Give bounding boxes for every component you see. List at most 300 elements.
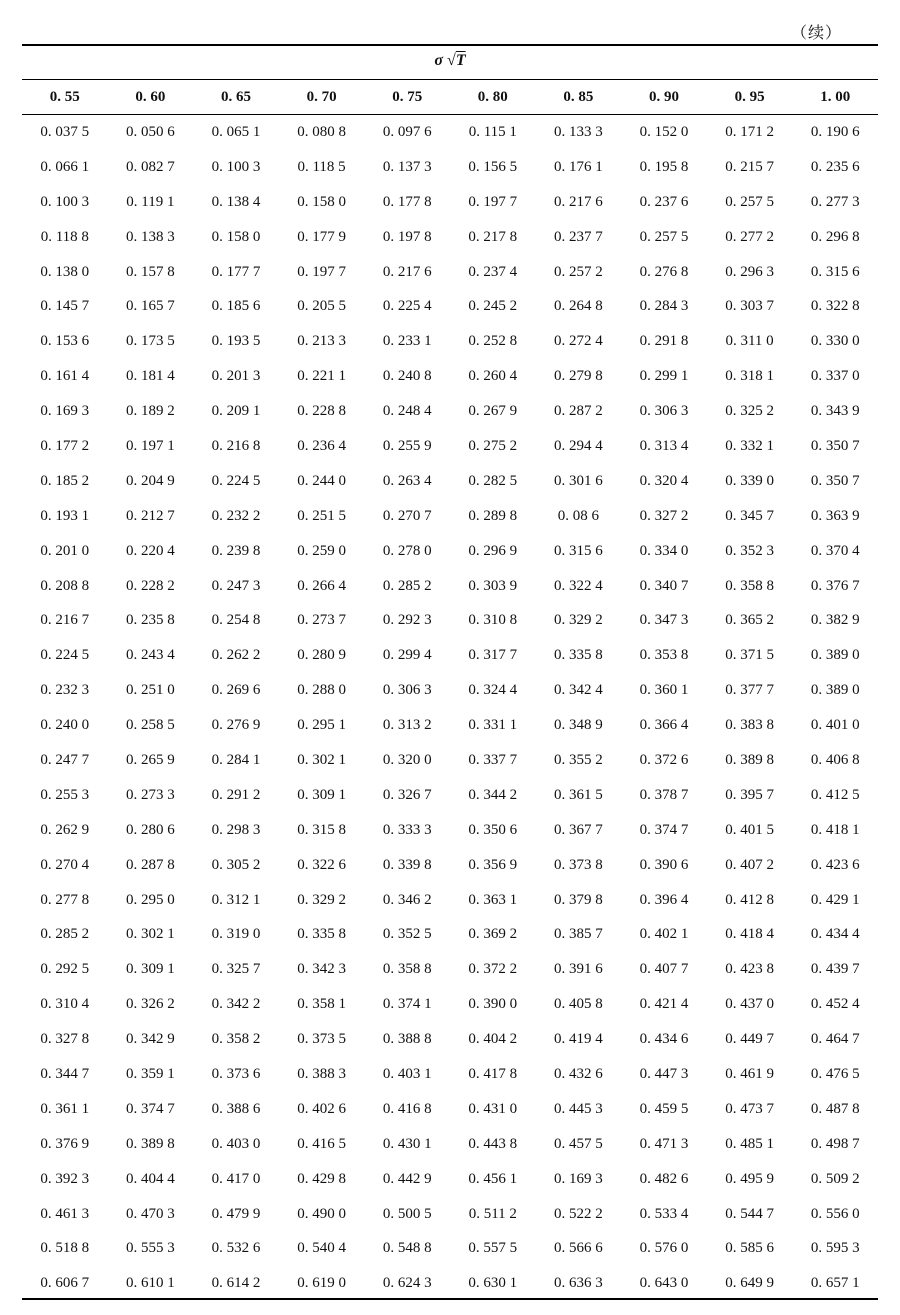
table-cell: 0. 431 0 [468, 1100, 518, 1117]
table-cell: 0. 377 7 [725, 682, 774, 699]
table-cell: 0. 376 7 [810, 577, 860, 594]
table-cell: 0. 445 3 [554, 1100, 603, 1117]
table-cell: 0. 289 8 [468, 507, 518, 524]
table-cell: 0. 306 3 [639, 403, 689, 420]
table-cell: 0. 325 2 [725, 403, 774, 420]
table-cell: 0. 310 8 [468, 612, 518, 629]
table-cell: 0. 509 2 [810, 1170, 860, 1187]
table-cell: 0. 273 7 [297, 612, 346, 629]
table-cell: 0. 296 9 [468, 542, 518, 559]
table-cell: 0. 423 6 [810, 856, 860, 873]
table-cell: 0. 418 4 [725, 926, 774, 943]
table-cell: 0. 265 9 [126, 751, 175, 768]
table-cell: 0. 138 0 [40, 263, 90, 280]
table-cell: 0. 358 2 [211, 1031, 261, 1048]
table-cell: 0. 566 6 [554, 1240, 603, 1257]
table-cell: 0. 461 9 [725, 1065, 774, 1082]
table-cell: 0. 439 7 [810, 961, 860, 978]
table-cell: 0. 532 6 [211, 1240, 261, 1257]
table-cell: 0. 403 1 [382, 1065, 432, 1082]
column-header: 0. 60 [135, 88, 166, 105]
table-cell: 0. 299 4 [382, 647, 432, 664]
table-cell: 0. 270 7 [382, 507, 432, 524]
table-cell: 0. 419 4 [554, 1031, 603, 1048]
table-cell: 0. 322 4 [554, 577, 603, 594]
table-cell: 0. 309 1 [126, 961, 175, 978]
table-cell: 0. 240 0 [40, 717, 90, 734]
table-cell: 0. 158 0 [297, 193, 346, 210]
table-cell: 0. 595 3 [810, 1240, 860, 1257]
table-cell: 0. 327 8 [40, 1031, 90, 1048]
table-cell: 0. 217 6 [382, 263, 432, 280]
column-group-header [0, 52, 900, 70]
table-cell: 0. 643 0 [639, 1275, 689, 1292]
table-cell: 0. 133 3 [554, 123, 603, 140]
table-cell: 0. 220 4 [126, 542, 175, 559]
table-cell: 0. 495 9 [725, 1170, 774, 1187]
table-cell: 0. 171 2 [725, 123, 774, 140]
table-cell: 0. 118 5 [297, 158, 346, 175]
table-cell: 0. 369 2 [468, 926, 518, 943]
table-cell: 0. 251 5 [297, 507, 346, 524]
table-cell: 0. 329 2 [554, 612, 603, 629]
table-cell: 0. 157 8 [126, 263, 175, 280]
table-cell: 0. 345 7 [725, 507, 774, 524]
table-cell: 0. 385 7 [554, 926, 603, 943]
table-cell: 0. 264 8 [554, 298, 603, 315]
column-header: 0. 85 [563, 88, 594, 105]
table-cell: 0. 177 8 [382, 193, 432, 210]
table-cell: 0. 278 0 [382, 542, 432, 559]
table-cell: 0. 065 1 [211, 123, 261, 140]
table-cell: 0. 273 3 [126, 786, 175, 803]
continued-label: （续） [790, 25, 842, 42]
table-cell: 0. 247 7 [40, 751, 90, 768]
table-cell: 0. 156 5 [468, 158, 518, 175]
table-cell: 0. 310 4 [40, 996, 90, 1013]
table-cell: 0. 115 1 [468, 123, 517, 140]
table-cell: 0. 257 2 [554, 263, 603, 280]
table-cell: 0. 500 5 [382, 1205, 432, 1222]
table-cell: 0. 169 3 [40, 403, 90, 420]
table-cell: 0. 145 7 [40, 298, 90, 315]
table-cell: 0. 476 5 [810, 1065, 860, 1082]
table-cell: 0. 471 3 [639, 1135, 689, 1152]
table-cell: 0. 270 4 [40, 856, 90, 873]
table-cell: 0. 209 1 [211, 403, 261, 420]
table-cell: 0. 185 2 [40, 472, 90, 489]
table-cell: 0. 288 0 [297, 682, 346, 699]
table-cell: 0. 342 4 [554, 682, 603, 699]
table-cell: 0. 277 8 [40, 891, 90, 908]
table-cell: 0. 391 6 [554, 961, 603, 978]
table-cell: 0. 292 3 [382, 612, 432, 629]
table-cell: 0. 418 1 [810, 821, 860, 838]
table-body [22, 115, 878, 1301]
table-cell: 0. 260 4 [468, 368, 518, 385]
table-cell: 0. 473 7 [725, 1100, 774, 1117]
column-header: 1. 00 [820, 88, 851, 105]
table-cell: 0. 404 4 [126, 1170, 175, 1187]
table-cell: 0. 356 9 [468, 856, 518, 873]
table-cell: 0. 225 4 [382, 298, 432, 315]
table-cell: 0. 176 1 [554, 158, 603, 175]
table-cell: 0. 457 5 [554, 1135, 603, 1152]
table-cell: 0. 216 7 [40, 612, 90, 629]
table-cell: 0. 327 2 [639, 507, 689, 524]
table-cell: 0. 405 8 [554, 996, 603, 1013]
table-cell: 0. 649 9 [725, 1275, 774, 1292]
table-cell: 0. 374 7 [126, 1100, 175, 1117]
table-cell: 0. 432 6 [554, 1065, 603, 1082]
table-cell: 0. 248 4 [382, 403, 432, 420]
table-cell: 0. 434 6 [639, 1031, 689, 1048]
table-cell: 0. 402 1 [639, 926, 689, 943]
table-cell: 0. 285 2 [382, 577, 432, 594]
table-cell: 0. 371 5 [725, 647, 774, 664]
table-cell: 0. 251 0 [126, 682, 175, 699]
table-cell: 0. 350 7 [810, 437, 860, 454]
table-cell: 0. 193 1 [40, 507, 90, 524]
table-cell: 0. 557 5 [468, 1240, 518, 1257]
top-rule [22, 44, 878, 46]
table-cell: 0. 237 6 [639, 193, 689, 210]
table-cell: 0. 173 5 [126, 333, 175, 350]
table-cell: 0. 370 4 [810, 542, 860, 559]
table-cell: 0. 389 8 [725, 751, 774, 768]
table-cell: 0. 287 2 [554, 403, 603, 420]
time-variable: T [455, 52, 466, 69]
table-cell: 0. 511 2 [468, 1205, 517, 1222]
table-cell: 0. 215 7 [725, 158, 774, 175]
table-cell: 0. 518 8 [40, 1240, 90, 1257]
column-header: 0. 65 [220, 88, 251, 105]
table-cell: 0. 335 8 [297, 926, 346, 943]
table-cell: 0. 320 0 [382, 751, 432, 768]
table-cell: 0. 228 2 [126, 577, 175, 594]
table-cell: 0. 340 7 [639, 577, 689, 594]
table-cell: 0. 212 7 [126, 507, 175, 524]
table-cell: 0. 301 6 [554, 472, 603, 489]
table-cell: 0. 244 0 [297, 472, 346, 489]
table-cell: 0. 333 3 [382, 821, 432, 838]
table-cell: 0. 284 3 [639, 298, 689, 315]
table-cell: 0. 376 9 [40, 1135, 90, 1152]
table-cell: 0. 363 1 [468, 891, 518, 908]
table-cell: 0. 636 3 [554, 1275, 603, 1292]
column-header: 0. 95 [734, 88, 765, 105]
table-cell: 0. 443 8 [468, 1135, 518, 1152]
table-cell: 0. 421 4 [639, 996, 689, 1013]
table-cell: 0. 169 3 [554, 1170, 603, 1187]
table-cell: 0. 204 9 [126, 472, 175, 489]
table-cell: 0. 097 6 [382, 123, 432, 140]
table-cell: 0. 374 7 [639, 821, 689, 838]
table-cell: 0. 412 8 [725, 891, 774, 908]
table-cell: 0. 389 0 [810, 682, 860, 699]
table-cell: 0. 373 6 [211, 1065, 261, 1082]
table-cell: 0. 302 1 [126, 926, 175, 943]
table-cell: 0. 326 7 [382, 786, 432, 803]
table-cell: 0. 224 5 [211, 472, 261, 489]
table-cell: 0. 423 8 [725, 961, 774, 978]
table-cell: 0. 395 7 [725, 786, 774, 803]
table-cell: 0. 267 9 [468, 403, 518, 420]
table-cell: 0. 158 0 [211, 228, 261, 245]
column-headers [22, 80, 878, 114]
table-cell: 0. 119 1 [126, 193, 175, 210]
table-cell: 0. 201 0 [40, 542, 90, 559]
table-cell: 0. 343 9 [810, 403, 860, 420]
table-cell: 0. 319 0 [211, 926, 261, 943]
table-cell: 0. 080 8 [297, 123, 346, 140]
table-cell: 0. 181 4 [126, 368, 175, 385]
table-cell: 0. 185 6 [211, 298, 261, 315]
table-cell: 0. 08 6 [557, 507, 600, 524]
table-cell: 0. 305 2 [211, 856, 261, 873]
table-cell: 0. 416 8 [382, 1100, 432, 1117]
table-cell: 0. 416 5 [297, 1135, 346, 1152]
table-cell: 0. 299 1 [639, 368, 689, 385]
table-cell: 0. 262 9 [40, 821, 90, 838]
table-cell: 0. 255 3 [40, 786, 90, 803]
table-cell: 0. 556 0 [810, 1205, 860, 1222]
table-cell: 0. 138 4 [211, 193, 261, 210]
table-cell: 0. 280 9 [297, 647, 346, 664]
table-cell: 0. 350 6 [468, 821, 518, 838]
table-cell: 0. 236 4 [297, 437, 346, 454]
table-cell: 0. 152 0 [639, 123, 689, 140]
table-cell: 0. 317 7 [468, 647, 518, 664]
table-cell: 0. 358 8 [382, 961, 432, 978]
table-cell: 0. 237 4 [468, 263, 518, 280]
table-cell: 0. 177 2 [40, 437, 90, 454]
table-cell: 0. 342 9 [126, 1031, 175, 1048]
table-cell: 0. 213 3 [297, 333, 346, 350]
table-cell: 0. 464 7 [810, 1031, 860, 1048]
table-cell: 0. 396 4 [639, 891, 689, 908]
table-cell: 0. 235 8 [126, 612, 175, 629]
table-cell: 0. 318 1 [725, 368, 774, 385]
table-cell: 0. 165 7 [126, 298, 175, 315]
table-cell: 0. 332 1 [725, 437, 774, 454]
table-cell: 0. 232 2 [211, 507, 261, 524]
table-cell: 0. 303 7 [725, 298, 774, 315]
table-cell: 0. 407 2 [725, 856, 774, 873]
table-cell: 0. 390 6 [639, 856, 689, 873]
table-cell: 0. 355 2 [554, 751, 603, 768]
table-cell: 0. 138 3 [126, 228, 175, 245]
table-cell: 0. 275 2 [468, 437, 518, 454]
table-cell: 0. 197 7 [297, 263, 346, 280]
table-cell: 0. 197 1 [126, 437, 175, 454]
table-cell: 0. 378 7 [639, 786, 689, 803]
table-cell: 0. 195 8 [639, 158, 689, 175]
table-cell: 0. 401 5 [725, 821, 774, 838]
table-cell: 0. 548 8 [382, 1240, 432, 1257]
table-cell: 0. 470 3 [126, 1205, 175, 1222]
table-cell: 0. 449 7 [725, 1031, 774, 1048]
table-cell: 0. 447 3 [639, 1065, 689, 1082]
table-cell: 0. 257 5 [725, 193, 774, 210]
table-cell: 0. 311 0 [725, 333, 774, 350]
table-cell: 0. 388 8 [382, 1031, 432, 1048]
radical-symbol: √ [447, 52, 456, 69]
table-cell: 0. 224 5 [40, 647, 90, 664]
table-cell: 0. 442 9 [382, 1170, 432, 1187]
table-cell: 0. 487 8 [810, 1100, 860, 1117]
table-cell: 0. 404 2 [468, 1031, 518, 1048]
table-cell: 0. 280 6 [126, 821, 175, 838]
table-cell: 0. 392 3 [40, 1170, 90, 1187]
table-cell: 0. 315 6 [810, 263, 860, 280]
table-cell: 0. 382 9 [810, 612, 860, 629]
table-cell: 0. 337 0 [810, 368, 860, 385]
table-cell: 0. 161 4 [40, 368, 90, 385]
table-cell: 0. 490 0 [297, 1205, 346, 1222]
table-cell: 0. 228 8 [297, 403, 346, 420]
table-cell: 0. 657 1 [810, 1275, 860, 1292]
table-cell: 0. 221 1 [297, 368, 346, 385]
table-cell: 0. 313 2 [382, 717, 432, 734]
table-cell: 0. 498 7 [810, 1135, 860, 1152]
table-cell: 0. 363 9 [810, 507, 860, 524]
table-cell: 0. 240 8 [382, 368, 432, 385]
table-cell: 0. 066 1 [40, 158, 90, 175]
table-cell: 0. 585 6 [725, 1240, 774, 1257]
table-cell: 0. 544 7 [725, 1205, 774, 1222]
table-cell: 0. 050 6 [126, 123, 175, 140]
table-cell: 0. 412 5 [810, 786, 860, 803]
table-cell: 0. 037 5 [40, 123, 90, 140]
table-cell: 0. 614 2 [211, 1275, 261, 1292]
table-cell: 0. 313 4 [639, 437, 689, 454]
table-cell: 0. 255 9 [382, 437, 432, 454]
table-cell: 0. 402 6 [297, 1100, 346, 1117]
table-cell: 0. 350 7 [810, 472, 860, 489]
table-cell: 0. 366 4 [639, 717, 689, 734]
table-cell: 0. 533 4 [639, 1205, 689, 1222]
table-cell: 0. 361 5 [554, 786, 603, 803]
table-cell: 0. 452 4 [810, 996, 860, 1013]
table-cell: 0. 390 0 [468, 996, 518, 1013]
table-cell: 0. 630 1 [468, 1275, 518, 1292]
table-cell: 0. 358 1 [297, 996, 346, 1013]
table-cell: 0. 287 8 [126, 856, 175, 873]
table-cell: 0. 344 7 [40, 1065, 90, 1082]
table-cell: 0. 348 9 [554, 717, 603, 734]
table-cell: 0. 100 3 [211, 158, 261, 175]
table-cell: 0. 373 5 [297, 1031, 346, 1048]
table-cell: 0. 257 5 [639, 228, 689, 245]
table-cell: 0. 322 8 [810, 298, 860, 315]
table-cell: 0. 429 1 [810, 891, 860, 908]
table-cell: 0. 279 8 [554, 368, 603, 385]
table-cell: 0. 576 0 [639, 1240, 689, 1257]
table-cell: 0. 373 8 [554, 856, 603, 873]
table-cell: 0. 298 3 [211, 821, 261, 838]
table-cell: 0. 295 1 [297, 717, 346, 734]
table-cell: 0. 190 6 [810, 123, 860, 140]
table-cell: 0. 269 6 [211, 682, 261, 699]
table-cell: 0. 624 3 [382, 1275, 432, 1292]
table-cell: 0. 294 4 [554, 437, 603, 454]
table-cell: 0. 326 2 [126, 996, 175, 1013]
table-cell: 0. 610 1 [126, 1275, 175, 1292]
table-cell: 0. 291 8 [639, 333, 689, 350]
table-cell: 0. 306 3 [382, 682, 432, 699]
table-cell: 0. 262 2 [211, 647, 261, 664]
table-cell: 0. 324 4 [468, 682, 518, 699]
table-cell: 0. 359 1 [126, 1065, 175, 1082]
bottom-rule [22, 1298, 878, 1300]
table-cell: 0. 456 1 [468, 1170, 518, 1187]
table-cell: 0. 335 8 [554, 647, 603, 664]
table-cell: 0. 266 4 [297, 577, 346, 594]
table-cell: 0. 239 8 [211, 542, 261, 559]
table-cell: 0. 330 0 [810, 333, 860, 350]
table-cell: 0. 482 6 [639, 1170, 689, 1187]
table-cell: 0. 388 3 [297, 1065, 346, 1082]
table-cell: 0. 277 3 [810, 193, 860, 210]
table-cell: 0. 320 4 [639, 472, 689, 489]
table-cell: 0. 322 6 [297, 856, 346, 873]
table-cell: 0. 522 2 [554, 1205, 603, 1222]
table-cell: 0. 217 6 [554, 193, 603, 210]
column-header: 0. 70 [306, 88, 337, 105]
table-cell: 0. 302 1 [297, 751, 346, 768]
table-cell: 0. 407 7 [639, 961, 689, 978]
table-cell: 0. 417 0 [211, 1170, 261, 1187]
table-cell: 0. 346 2 [382, 891, 432, 908]
table-cell: 0. 205 5 [297, 298, 346, 315]
table-cell: 0. 312 1 [211, 891, 261, 908]
table-cell: 0. 296 8 [810, 228, 860, 245]
table-cell: 0. 555 3 [126, 1240, 175, 1257]
table-cell: 0. 276 9 [211, 717, 261, 734]
table-cell: 0. 258 5 [126, 717, 175, 734]
table-cell: 0. 372 6 [639, 751, 689, 768]
table-cell: 0. 459 5 [639, 1100, 689, 1117]
table-cell: 0. 342 2 [211, 996, 261, 1013]
table-cell: 0. 358 8 [725, 577, 774, 594]
table-cell: 0. 461 3 [40, 1205, 90, 1222]
table-cell: 0. 292 5 [40, 961, 90, 978]
table-cell: 0. 365 2 [725, 612, 774, 629]
table-cell: 0. 296 3 [725, 263, 774, 280]
table-cell: 0. 247 3 [211, 577, 261, 594]
table-cell: 0. 118 8 [40, 228, 89, 245]
table-cell: 0. 082 7 [126, 158, 175, 175]
table-cell: 0. 606 7 [40, 1275, 90, 1292]
table-cell: 0. 315 6 [554, 542, 603, 559]
table-cell: 0. 417 8 [468, 1065, 518, 1082]
table-cell: 0. 254 8 [211, 612, 261, 629]
table-cell: 0. 235 6 [810, 158, 860, 175]
table-cell: 0. 619 0 [297, 1275, 346, 1292]
column-header: 0. 55 [49, 88, 80, 105]
table-cell: 0. 429 8 [297, 1170, 346, 1187]
table-cell: 0. 379 8 [554, 891, 603, 908]
table-cell: 0. 388 6 [211, 1100, 261, 1117]
table-cell: 0. 344 2 [468, 786, 518, 803]
table-cell: 0. 285 2 [40, 926, 90, 943]
table-cell: 0. 216 8 [211, 437, 261, 454]
table-cell: 0. 263 4 [382, 472, 432, 489]
table-cell: 0. 347 3 [639, 612, 689, 629]
table-cell: 0. 217 8 [468, 228, 518, 245]
table-cell: 0. 208 8 [40, 577, 90, 594]
